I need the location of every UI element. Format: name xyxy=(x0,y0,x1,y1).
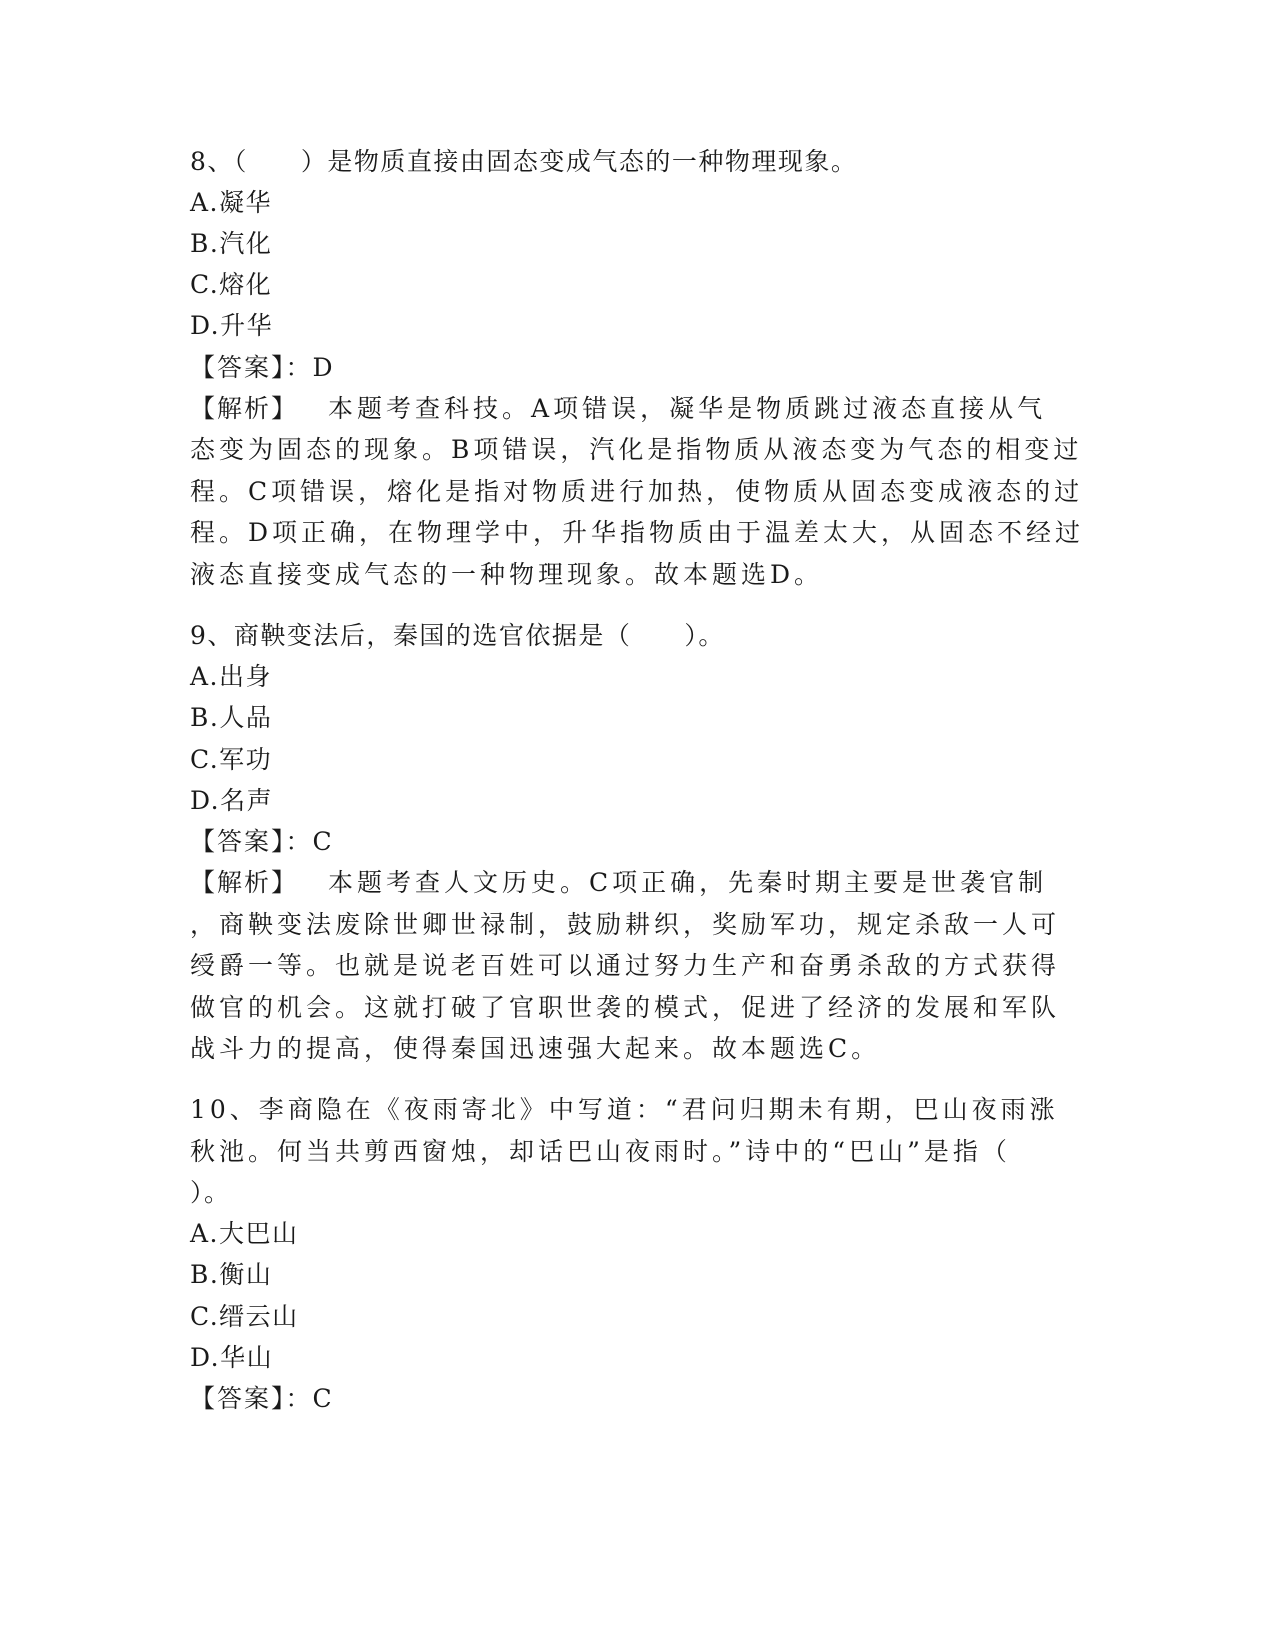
analysis-label: 【解析】 xyxy=(190,868,299,897)
question-9-answer xyxy=(190,820,1070,863)
question-9-option-b: B.人品 xyxy=(190,703,273,732)
question-8-answer xyxy=(190,346,1070,389)
question-10-option-b: B.衡山 xyxy=(190,1260,273,1289)
question-8-option-d: D.升华 xyxy=(190,311,274,340)
question-8-option-b: B.汽化 xyxy=(190,229,273,258)
analysis-label: 【解析】 xyxy=(190,394,299,423)
question-8-analysis-line: 态变为固态的现象。B项错误，汽化是指物质从液态变为气态的相变过 xyxy=(190,435,1083,464)
question-9-analysis-line xyxy=(190,861,1070,904)
question-8-analysis-line: 液态直接变成气态的一种物理现象。故本题选D。 xyxy=(190,560,824,589)
answer-value: C xyxy=(312,1384,334,1413)
question-8-option-c: C.熔化 xyxy=(190,270,273,299)
question-8-analysis-line: 程。C项错误，熔化是指对物质进行加热，使物质从固态变成液态的过 xyxy=(190,477,1084,506)
question-9-stem: 9、商鞅变法后，秦国的选官依据是（ ）。 xyxy=(190,621,725,650)
answer-label: 【答案】： xyxy=(190,1384,313,1413)
analysis-text: 本题考查科技。A项错误，凝华是物质跳过液态直接从气 xyxy=(328,394,1047,423)
analysis-text: 本题考查人文历史。C项正确，先秦时期主要是世袭官制 xyxy=(328,868,1048,897)
question-9-analysis-line: 做官的机会。这就打破了官职世袭的模式，促进了经济的发展和军队 xyxy=(190,993,1061,1022)
question-9-analysis-line: ，商鞅变法废除世卿世禄制，鼓励耕织，奖励军功，规定杀敌一人可 xyxy=(190,910,1061,939)
question-10-option-a: A.大巴山 xyxy=(190,1219,299,1248)
answer-label: 【答案】： xyxy=(190,827,313,856)
question-10-answer xyxy=(190,1377,1070,1420)
question-10-stem: ）。 xyxy=(190,1178,231,1207)
answer-label: 【答案】： xyxy=(190,353,313,382)
question-8-analysis-line: 程。D项正确，在物理学中，升华指物质由于温差太大，从固态不经过 xyxy=(190,518,1085,547)
answer-value: C xyxy=(312,827,334,856)
question-10-option-c: C.缙云山 xyxy=(190,1302,299,1331)
question-10-stem: 10、李商隐在《夜雨寄北》中写道：“君问归期未有期，巴山夜雨涨 xyxy=(190,1095,1059,1124)
question-10-option-d: D.华山 xyxy=(190,1343,274,1372)
question-8-option-a: A.凝华 xyxy=(190,188,273,217)
question-9-analysis-line: 绶爵一等。也就是说老百姓可以通过努力生产和奋勇杀敌的方式获得 xyxy=(190,951,1061,980)
answer-value: D xyxy=(312,353,335,382)
question-9-option-c: C.军功 xyxy=(190,745,273,774)
question-10-stem: 秋池。何当共剪西窗烛，却话巴山夜雨时。”诗中的“巴山”是指（ xyxy=(190,1137,1011,1166)
question-8-analysis-line xyxy=(190,387,1070,430)
question-8-stem: 8、（ ）是物质直接由固态变成气态的一种物理现象。 xyxy=(190,147,858,176)
question-9-option-a: A.出身 xyxy=(190,662,273,691)
question-9-option-d: D.名声 xyxy=(190,786,274,815)
question-9-analysis-line: 战斗力的提高，使得秦国迅速强大起来。故本题选C。 xyxy=(190,1034,881,1063)
